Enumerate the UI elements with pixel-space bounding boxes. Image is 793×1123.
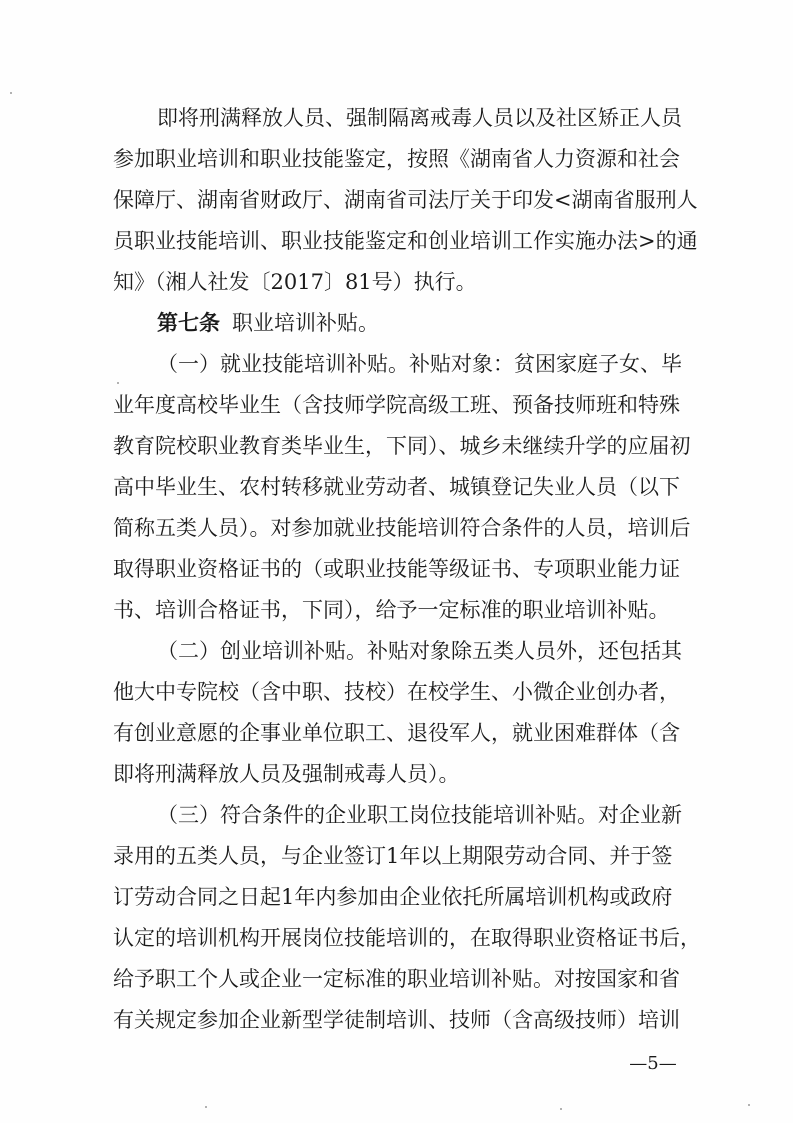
paragraph-text: 参加职业培训和职业技能鉴定，按照《湖南省人力资源和社会 [113,147,680,171]
paragraph-text: 认定的培训机构开展岗位技能培训的，在取得职业资格证书后， [113,926,701,950]
text-line [0,959,793,999]
text-line [0,795,793,835]
article-title: 职业培训补贴。 [232,311,379,335]
paragraph-text: 给予职工个人或企业一定标准的职业培训补贴。对按国家和省 [113,967,680,991]
text-line [0,262,793,302]
paragraph-text: 即将刑满释放人员及强制戒毒人员）。 [113,762,460,786]
paragraph-text: 即将刑满释放人员、强制隔离戒毒人员以及社区矫正人员 [157,106,682,130]
text-line [0,549,793,589]
paragraph-text: 教育院校职业教育类毕业生，下同）、城乡未继续升学的应届初 [113,434,691,458]
article-heading-line [0,303,793,343]
text-line [0,713,793,753]
text-line [0,426,793,466]
text-line [0,877,793,917]
text-line [0,590,793,630]
text-line [0,1000,793,1040]
paragraph-text: 有创业意愿的企事业单位职工、退役军人，就业困难群体（含 [113,721,680,745]
text-line [0,180,793,220]
paragraph-text: 员职业技能培训、职业技能鉴定和创业培训工作实施办法>的通 [113,229,698,253]
text-line [0,836,793,876]
page-number: —5— [629,1053,677,1074]
text-line [0,672,793,712]
scan-speck [560,1108,562,1110]
paragraph-text: 订劳动合同之日起1年内参加由企业依托所属培训机构或政府 [113,885,673,909]
text-line [0,918,793,958]
scan-speck [117,382,119,384]
paragraph-text: （二）创业培训补贴。补贴对象除五类人员外，还包括其 [157,639,682,663]
paragraph-text: 录用的五类人员，与企业签订1年以上期限劳动合同、并于签 [113,844,673,868]
text-line [0,344,793,384]
article-heading: 第七条 [157,310,220,335]
paragraph-text: 简称五类人员）。对参加就业技能培训符合条件的人员，培训后 [113,516,691,540]
paragraph-text: 高中毕业生、农村转移就业劳动者、城镇登记失业人员（以下 [113,475,680,499]
paragraph-text: 书、培训合格证书，下同），给予一定标准的职业培训补贴。 [113,598,670,622]
paragraph-text: 有关规定参加企业新型学徒制培训、技师（含高级技师）培训 [113,1008,680,1032]
scan-speck [10,92,12,94]
text-line [0,754,793,794]
scan-speck [748,1104,750,1106]
text-line [0,98,793,138]
paragraph-text: 知》（湘人社发〔2017〕81号）执行。 [113,270,477,294]
text-line [0,385,793,425]
paragraph-text: 保障厅、湖南省财政厅、湖南省司法厅关于印发<湖南省服刑人 [113,188,698,212]
text-line [0,221,793,261]
paragraph-text: 业年度高校毕业生（含技师学院高级工班、预备技师班和特殊 [113,393,680,417]
paragraph-text: 他大中专院校（含中职、技校）在校学生、小微企业创办者， [113,680,680,704]
text-line [0,631,793,671]
text-line [0,508,793,548]
scan-speck [205,1106,207,1108]
text-line [0,139,793,179]
paragraph-text: （一）就业技能培训补贴。补贴对象：贫困家庭子女、毕 [157,352,682,376]
paragraph-text: 取得职业资格证书的（或职业技能等级证书、专项职业能力证 [113,557,680,581]
text-line [0,467,793,507]
paragraph-text: （三）符合条件的企业职工岗位技能培训补贴。对企业新 [157,803,682,827]
